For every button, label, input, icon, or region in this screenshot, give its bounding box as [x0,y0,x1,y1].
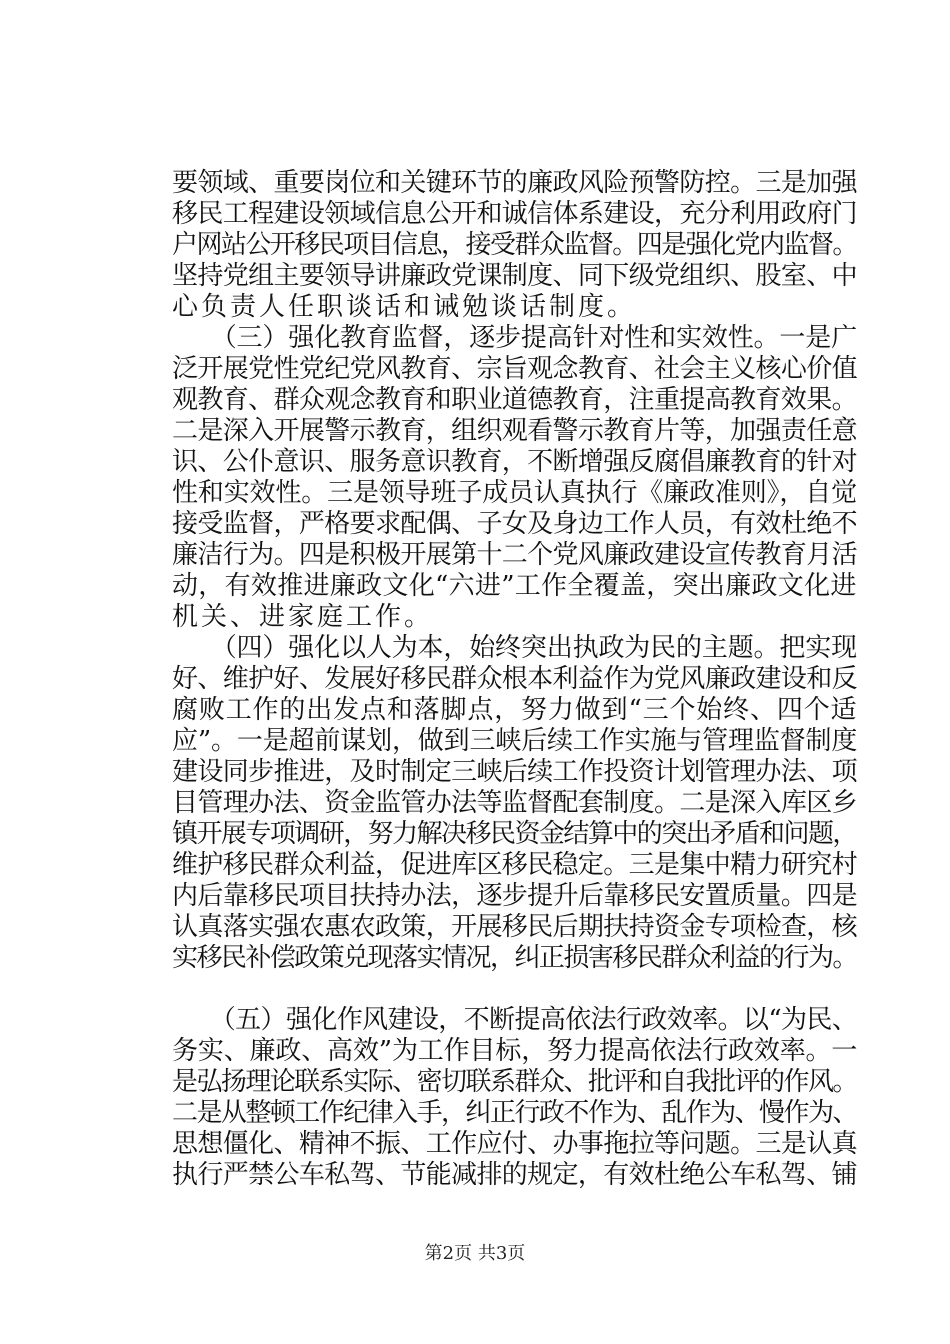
page-number-footer: 第2页 共3页 [424,1243,526,1264]
text-line: （四）强化以人为本，始终突出执政为民的主题。把实现 [172,633,857,663]
text-line: 二是从整顿工作纪律入手，纠正行政不作为、乱作为、慢作为、 [172,1098,857,1128]
text-line: 内后靠移民项目扶持办法，逐步提升后靠移民安置质量。四是 [172,881,857,911]
text-line: 思想僵化、精神不振、工作应付、办事拖拉等问题。三是认真 [172,1129,857,1159]
text-line: 务实、廉政、高效”为工作目标，努力提高依法行政效率。一 [172,1036,857,1066]
text-line: 二是深入开展警示教育，组织观看警示教育片等，加强责任意 [172,416,857,446]
document-body [172,168,857,1191]
paragraph-3 [172,633,857,974]
text-line: 坚持党组主要领导讲廉政党课制度、同下级党组织、股室、中 [172,261,857,291]
text-line: 移民工程建设领域信息公开和诚信体系建设，充分利用政府门 [172,199,857,229]
text-line: 镇开展专项调研，努力解决移民资金结算中的突出矛盾和问题， [172,819,857,849]
text-line: 是弘扬理论联系实际、密切联系群众、批评和自我批评的作风。 [172,1067,857,1097]
text-line: 腐败工作的出发点和落脚点，努力做到“三个始终、四个适 [172,695,857,725]
text-line: 动，有效推进廉政文化“六进”工作全覆盖，突出廉政文化进 [172,571,857,601]
text-line: 接受监督，严格要求配偶、子女及身边工作人员，有效杜绝不 [172,509,857,539]
paragraph-4 [172,1005,857,1191]
text-line: 要领域、重要岗位和关键环节的廉政风险预警防控。三是加强 [172,168,857,198]
text-line: 好、维护好、发展好移民群众根本利益作为党风廉政建设和反 [172,664,857,694]
paragraph-2 [172,323,857,633]
text-line: 性和实效性。三是领导班子成员认真执行《廉政准则》，自觉 [172,478,857,508]
text-line: 识、公仆意识、服务意识教育，不断增强反腐倡廉教育的针对 [172,447,857,477]
text-line: （三）强化教育监督，逐步提高针对性和实效性。一是广 [172,323,857,353]
text-line: 执行严禁公车私驾、节能减排的规定，有效杜绝公车私驾、铺 [172,1160,857,1190]
text-line: 泛开展党性党纪党风教育、宗旨观念教育、社会主义核心价值 [172,354,857,384]
text-line: （五）强化作风建设，不断提高依法行政效率。以“为民、 [172,1005,857,1035]
text-line: 维护移民群众利益，促进库区移民稳定。三是集中精力研究村 [172,850,857,880]
paragraph-gap [172,974,857,1005]
text-line: 目管理办法、资金监管办法等监督配套制度。二是深入库区乡 [172,788,857,818]
text-line: 认真落实强农惠农政策，开展移民后期扶持资金专项检查，核 [172,912,857,942]
text-line: 心负责人任职谈话和诫勉谈话制度。 [172,292,637,322]
text-line: 应”。一是超前谋划，做到三峡后续工作实施与管理监督制度 [172,726,857,756]
text-line: 机关、进家庭工作。 [172,602,434,632]
text-line: 建设同步推进，及时制定三峡后续工作投资计划管理办法、项 [172,757,857,787]
text-line: 实移民补偿政策兑现落实情况，纠正损害移民群众利益的行为。 [172,943,857,973]
text-line: 观教育、群众观念教育和职业道德教育，注重提高教育效果。 [172,385,857,415]
text-line: 户网站公开移民项目信息，接受群众监督。四是强化党内监督。 [172,230,857,260]
paragraph-1 [172,168,857,323]
text-line: 廉洁行为。四是积极开展第十二个党风廉政建设宣传教育月活 [172,540,857,570]
